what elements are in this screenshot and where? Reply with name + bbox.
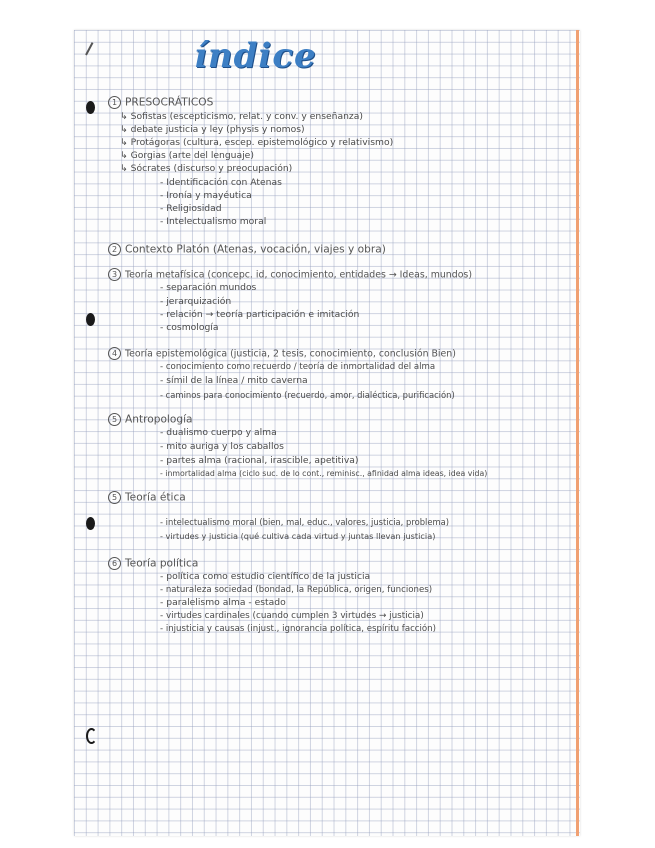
list-item: - Ironía y mayéutica [160,190,252,201]
binder-hole-icon [86,517,95,530]
list-item: - Religiosidad [160,203,222,214]
section-title: Teoría ética [125,491,186,504]
section-heading [108,347,456,361]
section-heading [108,96,213,109]
list-item: - partes alma (racional, irascible, apetitiva) [160,455,359,466]
list-item: - separación mundos [160,282,257,293]
list-item: - jerarquización [160,296,232,307]
section-number: 4 [108,347,121,360]
list-item: - virtudes cardinales (cuando cumplen 3 virtudes → justicia) [160,611,424,621]
section-title: Contexto Platón (Atenas, vocación, viajes y obra) [125,243,386,256]
section-number: 1 [108,96,121,109]
section-title: Antropología [125,413,193,426]
list-item: - política como estudio científico de la justicia [160,571,371,582]
section-number: 2 [108,243,121,256]
list-item: - virtudes y justicia (qué cultiva cada virtud y juntas llevan justicia) [160,531,436,541]
margin-line [576,30,579,836]
section-heading [108,413,193,426]
list-item: ↳ Gorgias (arte del lenguaje) [120,150,254,161]
section-heading [108,243,386,256]
list-item: ↳ debate justicia y ley (physis y nomos) [120,124,305,135]
list-item: - cosmología [160,322,219,333]
list-item: ↳ Sofistas (escepticismo, relat. y conv. y enseñanza) [120,111,363,122]
binder-hole-icon [86,101,95,114]
section-number: 3 [108,268,121,281]
list-item: ↳ Sócrates (discurso y preocupación) [120,163,293,174]
list-item: - naturaleza sociedad (bondad, la República, origen, funciones) [160,585,433,595]
list-item: - paralelismo alma - estado [160,597,286,608]
list-item: - inmortalidad alma (ciclo suc. de lo cont., reminisc., afinidad alma ideas, idea vida) [160,469,488,478]
binder-hole-icon [86,728,97,744]
section-title: Teoría política [125,557,199,570]
list-item: - dualismo cuerpo y alma [160,427,277,438]
section-heading [108,268,472,282]
section-title: Teoría epistemológica (justicia, 2 tesis, conocimiento, conclusión Bien) [125,348,456,360]
section-title: PRESOCRÁTICOS [125,96,214,109]
section-number: 5 [108,413,121,426]
list-item: - intelectualismo moral (bien, mal, educ., valores, justicia, problema) [160,517,450,527]
list-item: - Identificación con Atenas [160,177,282,188]
binder-hole-icon [86,313,95,326]
list-item: - símil de la línea / mito caverna [160,375,308,386]
section-heading [108,557,198,570]
section-number: 6 [108,557,121,570]
list-item: ↳ Protágoras (cultura, escep. epistemológico y relativismo) [120,137,394,148]
section-heading [108,491,186,504]
list-item: - mito auriga y los caballos [160,441,284,452]
list-item: - caminos para conocimiento (recuerdo, amor, dialéctica, purificación) [160,390,455,400]
list-item: - relación → teoría participación e imitación [160,309,360,320]
section-number: 5 [108,491,121,504]
list-item: - injusticia y causas (injust., ignorancia política, espíritu facción) [160,624,436,634]
list-item: - conocimiento como recuerdo / teoría de inmortalidad del alma [160,362,436,372]
page-title: índice [194,36,317,76]
section-title: Teoría metafísica (concepc. id, conocimiento, entidades → Ideas, mundos) [125,269,472,281]
list-item: - Intelectualismo moral [160,216,267,227]
